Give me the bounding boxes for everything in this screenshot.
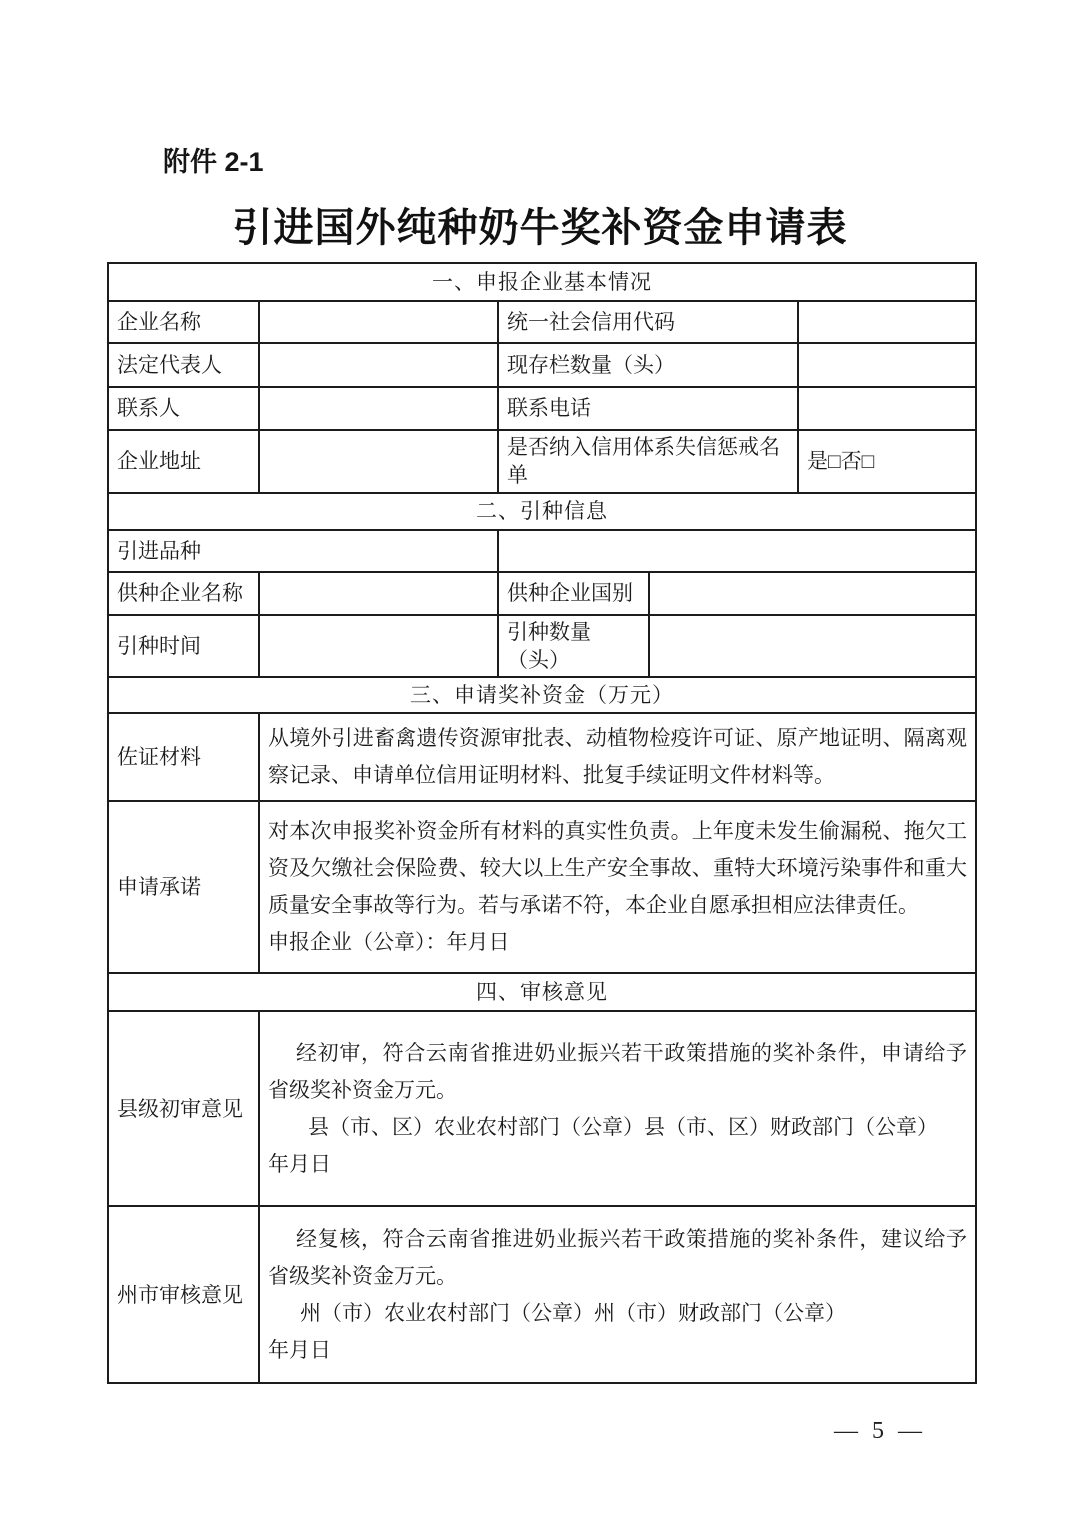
county-review-date: 年月日	[268, 1151, 331, 1176]
herd-count-value-cell	[798, 343, 976, 387]
section-review-header: 四、审核意见	[108, 973, 976, 1011]
section-import-info-header-row	[108, 493, 976, 530]
credit-code-value-cell	[798, 301, 976, 343]
herd-count-label: 现存栏数量（头）	[498, 343, 798, 387]
city-review-sign: 州（市）农业农村部门（公章）州（市）财政部门（公章）	[300, 1300, 846, 1325]
table-row	[108, 530, 976, 572]
table-row	[108, 801, 976, 973]
table-row	[108, 343, 976, 387]
table-row	[108, 572, 976, 615]
attachment-label: 附件 2-1	[163, 147, 264, 177]
contact-value-cell	[259, 387, 498, 430]
evidence-label: 佐证材料	[108, 713, 259, 801]
table-row	[108, 713, 976, 801]
import-count-label: 引种数量（头）	[498, 615, 649, 678]
table-row	[108, 615, 976, 678]
promise-text: 对本次申报奖补资金所有材料的真实性负责。上年度未发生偷漏税、拖欠工资及欠缴社会保险费、较大以上生产安全事故、重特大环境污染事件和重大质量安全事故等行为。若与承诺不符，本企业自愿承担相应法律责任。	[268, 819, 968, 918]
section-subsidy-header-row	[108, 677, 976, 713]
application-form-table	[107, 262, 977, 1384]
promise-text-cell	[259, 801, 976, 973]
city-review-text: 经复核，符合云南省推进奶业振兴若干政策措施的奖补条件，建议给予省级奖补资金万元。	[268, 1226, 968, 1288]
city-review-label: 州市审核意见	[108, 1206, 259, 1383]
city-review-text-cell	[259, 1206, 976, 1383]
credit-code-label: 统一社会信用代码	[498, 301, 798, 343]
evidence-text: 从境外引进畜禽遗传资源审批表、动植物检疫许可证、原产地证明、隔离观察记录、申请单位信用证明材料、批复手续证明文件材料等。	[268, 726, 968, 788]
company-name-label: 企业名称	[108, 301, 259, 343]
county-review-text-cell	[259, 1011, 976, 1206]
supplier-country-label: 供种企业国别	[498, 572, 649, 615]
blacklist-options: 是□否□	[798, 430, 976, 493]
section-basic-info-header-row	[108, 263, 976, 301]
promise-signature: 申报企业（公章）：年月日	[268, 930, 510, 955]
table-row	[108, 301, 976, 343]
import-date-label: 引种时间	[108, 615, 259, 678]
table-row	[108, 1011, 976, 1206]
breed-label: 引进品种	[108, 530, 498, 572]
blacklist-label: 是否纳入信用体系失信惩戒名单	[498, 430, 798, 493]
page-title: 引进国外纯种奶牛奖补资金申请表	[232, 206, 848, 250]
section-import-info-header: 二、引种信息	[108, 493, 976, 530]
page-number: — 5 —	[834, 1418, 926, 1444]
county-review-sign: 县（市、区）农业农村部门（公章）县（市、区）财政部门（公章）	[308, 1114, 938, 1139]
section-basic-info-header: 一、申报企业基本情况	[108, 263, 976, 301]
supplier-name-label: 供种企业名称	[108, 572, 259, 615]
address-label: 企业地址	[108, 430, 259, 493]
phone-label: 联系电话	[498, 387, 798, 430]
county-review-label: 县级初审意见	[108, 1011, 259, 1206]
table-row	[108, 387, 976, 430]
county-review-text: 经初审，符合云南省推进奶业振兴若干政策措施的奖补条件，申请给予省级奖补资金万元。	[268, 1040, 968, 1102]
contact-label: 联系人	[108, 387, 259, 430]
section-subsidy-header: 三、申请奖补资金（万元）	[108, 677, 976, 713]
section-review-header-row	[108, 973, 976, 1011]
promise-label: 申请承诺	[108, 801, 259, 973]
company-name-value-cell	[259, 301, 498, 343]
supplier-country-value-cell	[649, 572, 976, 615]
table-row	[108, 1206, 976, 1383]
evidence-text-cell	[259, 713, 976, 801]
legal-rep-label: 法定代表人	[108, 343, 259, 387]
city-review-date: 年月日	[268, 1337, 331, 1362]
breed-value-cell	[498, 530, 976, 572]
table-row	[108, 430, 976, 493]
import-count-value-cell	[649, 615, 976, 678]
phone-value-cell	[798, 387, 976, 430]
supplier-name-value-cell	[259, 572, 498, 615]
import-date-value-cell	[259, 615, 498, 678]
address-value-cell	[259, 430, 498, 493]
legal-rep-value-cell	[259, 343, 498, 387]
